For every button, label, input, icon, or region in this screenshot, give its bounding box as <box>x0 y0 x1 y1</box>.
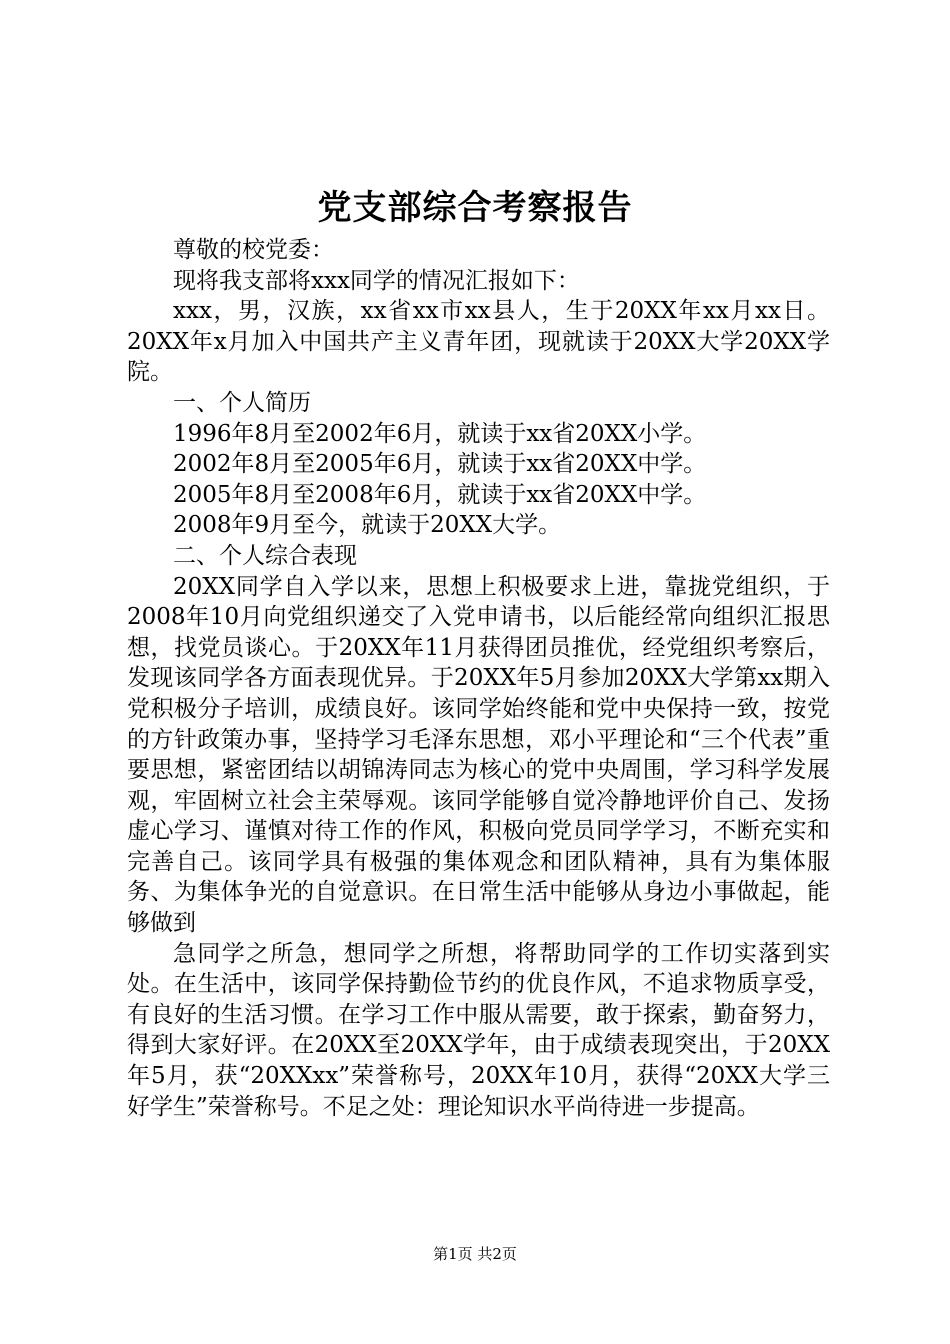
page-footer: 第1页 共2页 <box>433 1245 517 1263</box>
resume-item: 1996年8月至2002年6月，就读于xx省20XX小学。 <box>173 420 707 447</box>
performance-paragraph: 20XX同学自入学以来，思想上积极要求上进，靠拢党组织，于2008年10月向党组织递交了入党申请书，以后能经常向组织汇报思想，找党员谈心。于20XX年11月获得团员推优，经党组织考察后，发现该同学各方面表现优异。于20XX年5月参加20XX大学第xx期入党积极分子培训，成绩良好。该同学始终能和党中央保持一致，按党的方针政策办事，坚持学习毛泽东思想，邓小平理论和“三个代表”重要思想，紧密团结以胡锦涛同志为核心的党中央周围，学习科学发展观，牢固树立社会主荣辱观。该同学能够自觉冷静地评价自己、发扬虚心学习、谨慎对待工作的作风，积极向党员同学学习，不断充实和完善自己。该同学具有极强的集体观念和团队精神，具有为集体服务、为集体争光的自觉意识。在日常生活中能够从身边小事做起，能够做到 <box>127 573 830 937</box>
salutation: 尊敬的校党委： <box>173 237 334 263</box>
section-heading-resume: 一、个人简历 <box>173 389 311 416</box>
section-heading-performance: 二、个人综合表现 <box>173 542 357 569</box>
intro-paragraph: 现将我支部将xxx同学的情况汇报如下： <box>173 267 580 294</box>
document-body <box>127 235 830 1122</box>
resume-item: 2005年8月至2008年6月，就读于xx省20XX中学。 <box>173 481 707 508</box>
resume-item: 2002年8月至2005年6月，就读于xx省20XX中学。 <box>173 451 707 478</box>
resume-item: 2008年9月至今，就读于20XX大学。 <box>173 512 562 539</box>
performance-paragraph: 急同学之所急，想同学之所想，将帮助同学的工作切实落到实处。在生活中，该同学保持勤俭节约的优良作风，不追求物质享受，有良好的生活习惯。在学习工作中服从需要，敢于探索，勤奋努力，得到大家好评。在20XX至20XX学年，由于成绩表现突出，于20XX年5月，获“20XXxx”荣誉称号，20XX年10月，获得“20XX大学三好学生”荣誉称号。不足之处：理论知识水平尚待进一步提高。 <box>127 940 830 1120</box>
page-title: 党支部综合考察报告 <box>317 188 633 228</box>
basic-info-paragraph: xxx，男，汉族，xx省xx市xx县人，生于20XX年xx月xx日。20XX年x月加入中国共产主义青年团，现就读于20XX大学20XX学院。 <box>127 298 830 386</box>
